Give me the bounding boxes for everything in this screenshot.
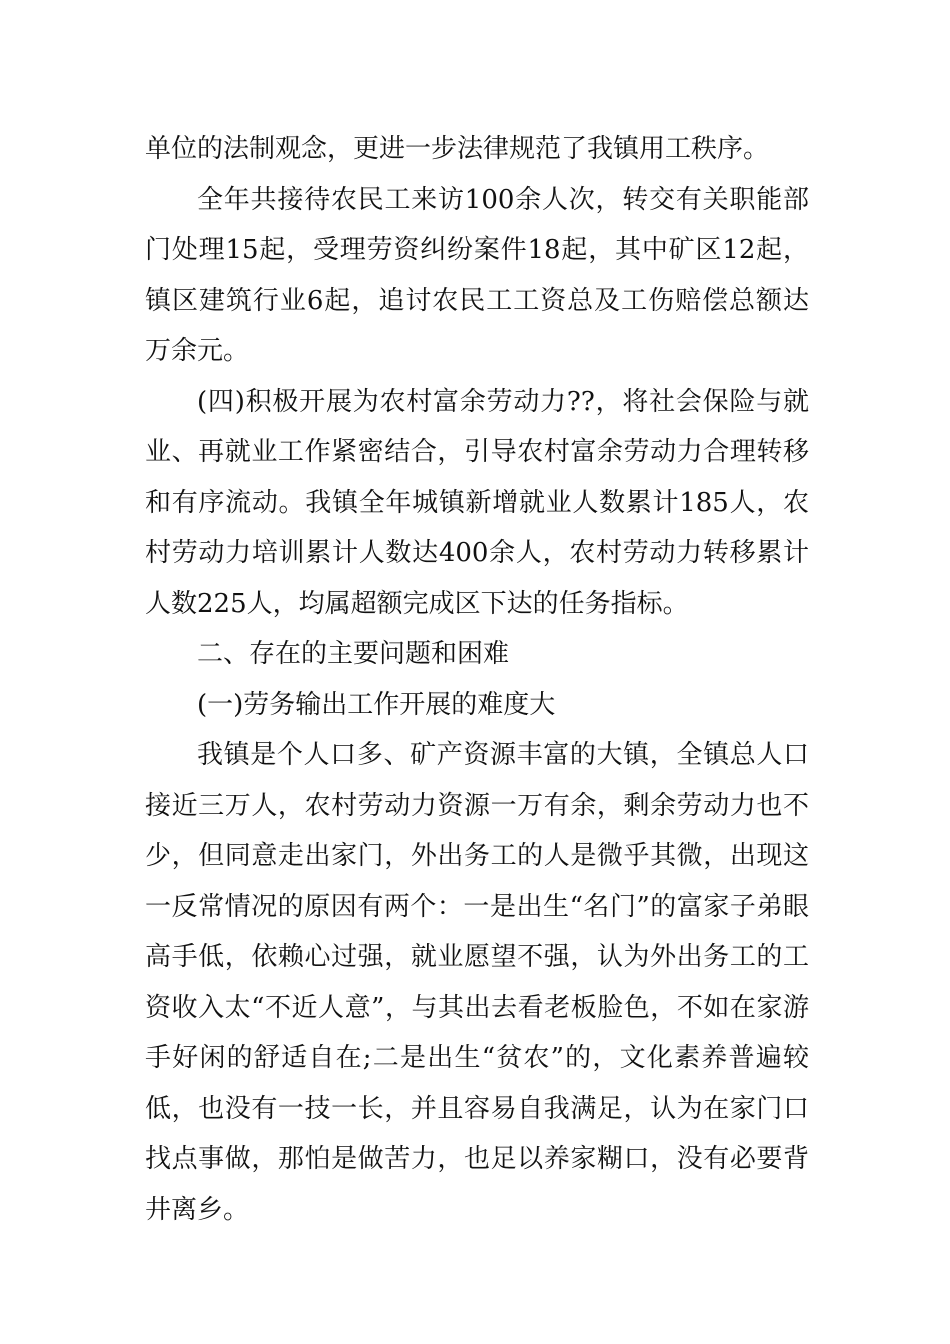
subsection-heading: (一)劳务输出工作开展的难度大 xyxy=(197,689,556,720)
paragraph-1: 单位的法制观念，更进一步法律规范了我镇用工秩序。 xyxy=(145,134,770,164)
paragraph-2: 全年共接待农民工来访100余人次，转交有关职能部门处理15起，受理劳资纠纷案件18起，其中矿区12起，镇区建筑行业6起，追讨农民工工资总及工伤赔偿总额达万余元。 xyxy=(145,184,809,366)
document-body xyxy=(145,124,809,1235)
paragraph-3: (四)积极开展为农村富余劳动力??，将社会保险与就业、再就业工作紧密结合，引导农村富余劳动力合理转移和有序流动。我镇全年城镇新增就业人数累计185人，农村劳动力培训累计人数达400余人，农村劳动力转移累计人数225人，均属超额完成区下达的任务指标。 xyxy=(145,386,809,619)
paragraph-6: 我镇是个人口多、矿产资源丰富的大镇，全镇总人口接近三万人，农村劳动力资源一万有余，剩余劳动力也不少，但同意走出家门，外出务工的人是微乎其微，出现这一反常情况的原因有两个：一是出生“名门”的富家子弟眼高手低，依赖心过强，就业愿望不强，认为外出务工的工资收入太“不近人意”，与其出去看老板脸色，不如在家游手好闲的舒适自在;二是出生“贫农”的，文化素养普遍较低，也没有一技一长，并且容易自我满足，认为在家门口找点事做，那怕是做苦力，也足以养家糊口，没有必要背井离乡。 xyxy=(145,740,809,1225)
section-heading: 二、存在的主要问题和困难 xyxy=(197,639,510,669)
